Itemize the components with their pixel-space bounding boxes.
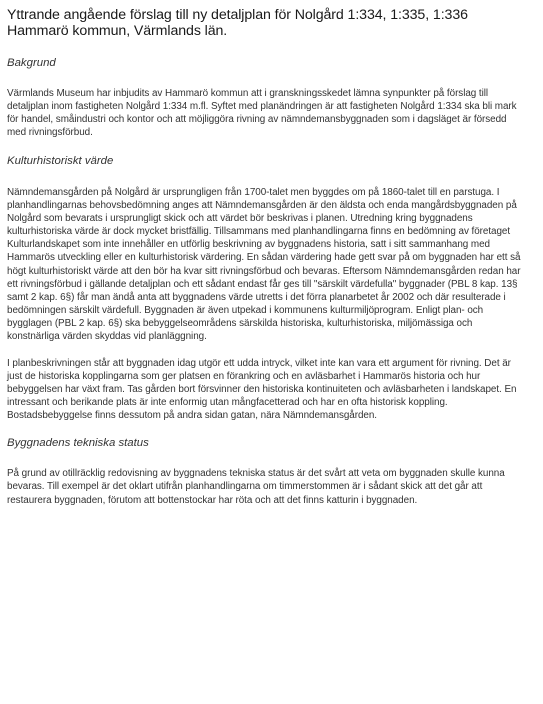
document-page — [7, 8, 527, 507]
section-heading-teknisk-status: Byggnadens tekniska status — [7, 437, 149, 450]
paragraph-kulturhistoriskt-varde-1: Nämndemansgården på Nolgård är ursprungligen från 1700-talet men byggdes om på 1860-talet till en parstuga. I planhandlingarnas behovsbedömning anges att Nämndemansgården är den äldsta och enda mangårdsbyggnaden på Nolgård som bevarats i ursprungligt skick och att värdet bör beskrivas i planen. Utredning kring byggnadens kulturhistoriska värde är dock mycket bristfällig. Tillsammans med planhandlingarna finns en bedömning av företaget Kulturlandskapet som inte innehåller en utförlig beskrivning av byggnadens historia, satt i sitt sammanhang med Hammarös utveckling eller en kulturhistorisk värdering. En sådan värdering hade gett svar på om byggnaden har ett så högt kulturhistoriskt värde att den bör ha kvar sitt rivningsförbud och bevaras. Eftersom Nämndemansgården redan har ett rivningsförbud i gällande detaljplan och ett sådant endast får ges till "särskilt värdefulla" byggnader (PBL 8 kap. 13§ samt 2 kap. 6§) får man ändå anta att byggnadens värde utretts i det förra planarbetet år 2002 och där resulterade i bedömningen särskilt värdefull. Byggnaden är även utpekad i kommunens kulturmiljöprogram. Enligt plan- och bygglagen (PBL 2 kap. 6§) ska bebyggelseområdens särskilda historiska, kulturhistoriska, miljömässiga och konstnärliga värden skyddas vid planläggning. — [7, 186, 521, 343]
paragraph-kulturhistoriskt-varde-2: I planbeskrivningen står att byggnaden idag utgör ett udda intryck, vilket inte kan vara ett argument för rivning. Det är just de historiska kopplingarna som ger platsen en förankring och en avläsbarhet i Hammarös historia och hur bebyggelsen har växt fram. Tas gården bort försvinner den historiska kontinuiteten och avläsbarheten i landskapet. En intressant och berikande plats är inte enformig utan mångfacetterad och har en ofta historisk koppling. Bostadsbebyggelse finns dessutom på andra sidan gatan, nära Nämndemansgården. — [7, 357, 517, 422]
paragraph-teknisk-status: På grund av otillräcklig redovisning av byggnadens tekniska status är det svårt att veta om byggnaden skulle kunna bevaras. Till exempel är det oklart utifrån planhandlingarna om timmerstommen är i sådant skick att det går att restaurera byggnaden, förutom att bottenstockar har röta och att det finns katturin i byggnaden. — [7, 468, 505, 506]
document-title-line-2: Hammarö kommun, Värmlands län. — [7, 22, 228, 39]
section-heading-bakgrund: Bakgrund — [7, 57, 56, 69]
document-title — [7, 8, 527, 39]
section-heading-kulturhistoriskt-varde: Kulturhistoriskt värde — [7, 154, 114, 167]
paragraph-bakgrund: Värmlands Museum har inbjudits av Hammarö kommun att i granskningsskedet lämna synpunkter på förslag till detaljplan inom fastigheten Nolgård 1:334 m.fl. Syftet med planändringen är att fastigheten Nolgård 1:334 ska bli mark för handel, småindustri och kontor och att möjliggöra rivning av nämndemansbyggnaden som i dagsläget är försedd med rivningsförbud. — [7, 88, 517, 139]
document-title-line-1: Yttrande angående förslag till ny detaljplan för Nolgård 1:334, 1:335, 1:336 — [7, 7, 468, 23]
